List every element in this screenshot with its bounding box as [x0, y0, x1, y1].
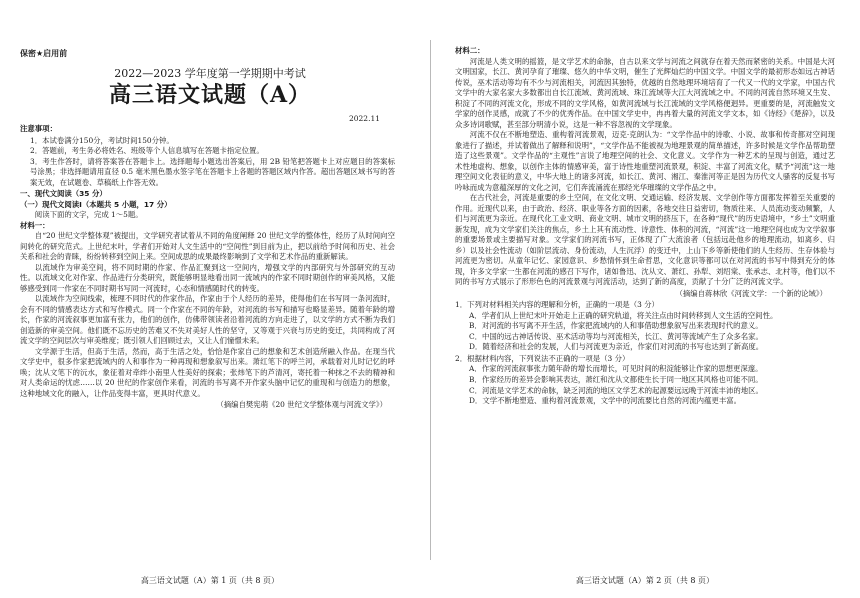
material-two-label: 材料二：	[455, 46, 485, 55]
section-instruction: 阅读下面的文字，完成 1～5题。	[34, 210, 143, 220]
question-1-option-a: A．学者们从上世纪末叶开始走上正确的研究轨道，将关注点由时间转移到人文生活的空间性。	[469, 310, 778, 320]
right-body	[455, 46, 835, 407]
confidential-label: 保密★启用前	[20, 49, 68, 58]
left-body	[20, 124, 395, 412]
material-one-paragraph: 自“20 世纪文学整体观”被提出，文学研究者试着从不同的角度阐释 20 世纪文学的整体性，经历了从时间向空间转化的研究范式。上世纪末叶，学者们开始对人文生活中的“空间性”到目前为止，把以前给予时间和历史、社会关系和社会的青睐，纷纷转移到空间上来。空间成思的成果最终影响到了文学和艺术作品的重新解读。	[20, 231, 395, 262]
material-two-paragraph: 河流不仅在不断地塑造、重构着河流景观，迈克·克朗认为：“文学作品中的诗歌、小说、故事和传奇都对空间现象进行了描述，并试着做出了解释和说明”，“文学作品不能被视为地理景观的简单描述，许多时候是文学作品帮助塑造了这些景观”。文学作品的“主观性”言说了地理空间的社会、文化意义。文学作为一种艺术的呈现与创造，通过艺术性地虚构、想象，以创作主体的情感审美，富于诗性地重塑河流景观，积淀、丰富了河流文化，赋予“河流”这一地理空间文化表征的意义，中华大地上的诸多河流，如长江、黄河、湘江、秦淮河等正是因为历代文人骚客的反复书写吟咏而成为意蕴深厚的文化之河，它们奔流涌流在那经光华璀璨的文学作品之中。	[455, 130, 835, 192]
exam-title: 高三语文试题（A）	[108, 82, 312, 108]
material-one-label: 材料一：	[20, 220, 50, 230]
notes-heading: 注意事项：	[20, 124, 57, 133]
question-2-option-b: B．作家经历的差异会影响其表达，萧红和沈从文都使生长于同一地区其风格也可能不同。	[469, 374, 763, 384]
question-1-option-c: C．中国的远古神话传说、巫术活动等均与河流相关，长江、黄河等流域产生了众多名家。	[469, 331, 763, 341]
note-item: 1．本试卷满分150分，考试时间150分钟。	[30, 135, 174, 145]
material-two-source: （摘编自蒋林欣《河流文学：一个新的论域》）	[675, 288, 827, 298]
material-one-paragraph: 以流域作为审美空间，将不同时期的作家、作品汇聚到这一空间内，增强文学的内部研究与外部研究的互动性。以流域文化对作家、作品进行分类研究，既能够明显地看出同一流域内的作家不同时期创作的审美风格，又能够感受到同一作家在不同时期书写同一河流时，心态和情感随时代的转变。	[20, 262, 395, 293]
question-2-stem: 2．根据材料内容，下列说法不正确的一项是（3 分）	[455, 353, 630, 363]
question-2-option-c: C．河流是文学艺术的命脉，缺乏河流的地区文学艺术的起源要远远晚于河流丰沛的地区。	[469, 385, 763, 395]
question-2-option-a: A．作家的河流叙事张力随年龄的增长而增长，可见时间的积淀能够让作家的思想更深邃。	[469, 364, 763, 374]
material-one-source: （摘编自樊宪萌《20 世纪文学整体观与河流文学》）	[216, 400, 387, 410]
question-1-option-d: D．随着经济和社会的发展，人们与河流更为亲近，作家们对河流的书写也达到了新高度。	[469, 342, 764, 352]
question-1-option-b: B．对河流的书写离不开生活，作家把流域内的人和事借助想象叙写出来表现时代的意义。	[469, 321, 763, 331]
material-one-paragraph: 以流域作为空间线索，梳理不同时代的作家作品，作家由于个人经历的差异，使得他们在书写同一条河流时，会有不同的情感表达方式和写作模式。同一个作家在不同的年龄，对河流的书写和描写也略显差异。随着年龄的增长，作家的河流叙事更加富有张力，他们的创作，仿佛带领读者沿着河流的方向走进了，以文学的方式不断为我们创造新的审美空间。他们既不忘历史的苦难又不失对美好人性的坚守，又等观于兴衰与历史的变迁，共同构成了河流文学的空间层次与审美维度；既引领人们回顾过去，又让人们憧憬未来。	[20, 294, 395, 346]
note-item: 3．考生作答时，请将答案答在答题卡上。选择题每小题选出答案后，用 2B 铅笔把答题卡上对应题目的答案标号涂黑；非选择题请用直径 0.5 毫米黑色墨水签字笔在答题卡上各题的答题区域内作答。超出答题区域书写的答案无效，在试题卷、草稿纸上作答无效。	[30, 156, 395, 187]
exam-subtitle: 2022—2023 学年度第一学期期中考试	[114, 67, 306, 80]
sub-section-heading: （一）现代文阅读Ⅰ（本题共 5 小题，17 分）	[20, 199, 172, 209]
question-1-stem: 1．下列对材料相关内容的理解和分析，正确的一项是（3 分）	[455, 300, 659, 310]
question-2-option-d: D．文学不断地塑造、重构着河流景观，文学中的河流要比自然的河流内蕴更丰富。	[469, 396, 741, 406]
material-one-paragraph: 文学源于生活，但高于生活，然而，高于生活之处，恰恰是作家自己的想象和艺术创造所融入作品。在现当代文学史中，很多作家把流域内的人和事作为一种再现和想象叙写出来。萧红笔下的呼兰河，承载着对儿时记忆的呼唤；沈从文笔下的沅水，象征着对牵绊小南里人性美好的探索；张炜笔下的芦清河，寄托着一种抹之不去的精神和对人类命运的忧虑……以 20 世纪的作家创作来看，河流的书写离不开作家头脑中记忆的重现和与创造力的想象，这种地域文化的融入，让作品变得丰富，更具时代意义。	[20, 346, 395, 398]
section-heading: 一、现代文阅读（35 分）	[20, 189, 107, 199]
left-page-footer: 高三语文试题（A）第 1 页（共 8 页）	[140, 576, 280, 585]
material-two-paragraph: 在古代社会，河流是重要的乡土空间，在文化文明、交通运输、经济发展、文学创作等方面都发挥着至关重要的作用。近现代以来，由于政治、经济、职业等各方面的因素，各地交往日益密切，物质往来、人员流动变动频繁，人们与河流更为亲近。在现代化工业文明、商业文明、城市文明的挤压下，在各种“现代”的历史语境中，“乡土”文明重新发现，成为文学家们关注的焦点，乡土上其有流动性、诗意性、体积的河流，“河流”这一地理空间也成为文学叙事的重要场景或主要描写对象。文学家们的河流书写，正体现了广大流浪者（包括远赴他乡的地理流动，如离乡、归乡）以及社会性流动（如阶层流动、身份流动，人生沉浮）的变迁中，上山下乡等新使他们的人生经历、生存体验与河流更为密切。从童年记忆、家园意识、乡愁情怀到生命哲思，文化意识等都可以在对河流的书写中得到充分的体现，许多文学家一生都在河流的感召下写作，诸如鲁迅、沈从文、萧红、孙犁、刘绍棠、张承志、北村等，他们以不同的书写方式展示了形形色色的河流景观与河流活动，达到了新的高度，贡献了十分广泛的河流文学。	[455, 193, 835, 287]
column-divider	[430, 40, 431, 560]
right-page-footer: 高三语文试题（A）第 2 页（共 8 页）	[575, 576, 715, 585]
material-two-paragraph: 河流是人类文明的摇篮，是文学艺术的命脉，自古以来文学与河流之间就存在着天然而紧密的关系。中国是大河文明国家，长江、黄河孕育了璀璨、悠久的中华文明，催生了光辉灿烂的中国文学。中国文学的最初形态如远古神话传说，巫术活动等均有不少与河流相关，河流因其独特，优越的自然地理环境培育了一代又一代的文学家，中国古代文学中的大家名家大多数都出自长江流域、黄河流域、珠江流域等大江大河流域之中。不同的河流自然环境又生发、积淀了不同的河流文化，形成不同的文学风格，如黄河流域与长江流域的文学风格便迥异。更重要的是，河流触发文学家的创作灵感，成就了不少的优秀作品。在中国文学史中，冉冉着大量的河流文学文本，如《诗经》《楚辞》，以及众多诗词歌赋，甚至部分明清小说，这是一种不容忽视的文学现象。	[455, 56, 835, 129]
exam-date: 2022.11	[348, 114, 380, 123]
note-item: 2．答题前，考生务必将姓名、班级等个人信息填写在答题卡指定位置。	[30, 146, 264, 156]
